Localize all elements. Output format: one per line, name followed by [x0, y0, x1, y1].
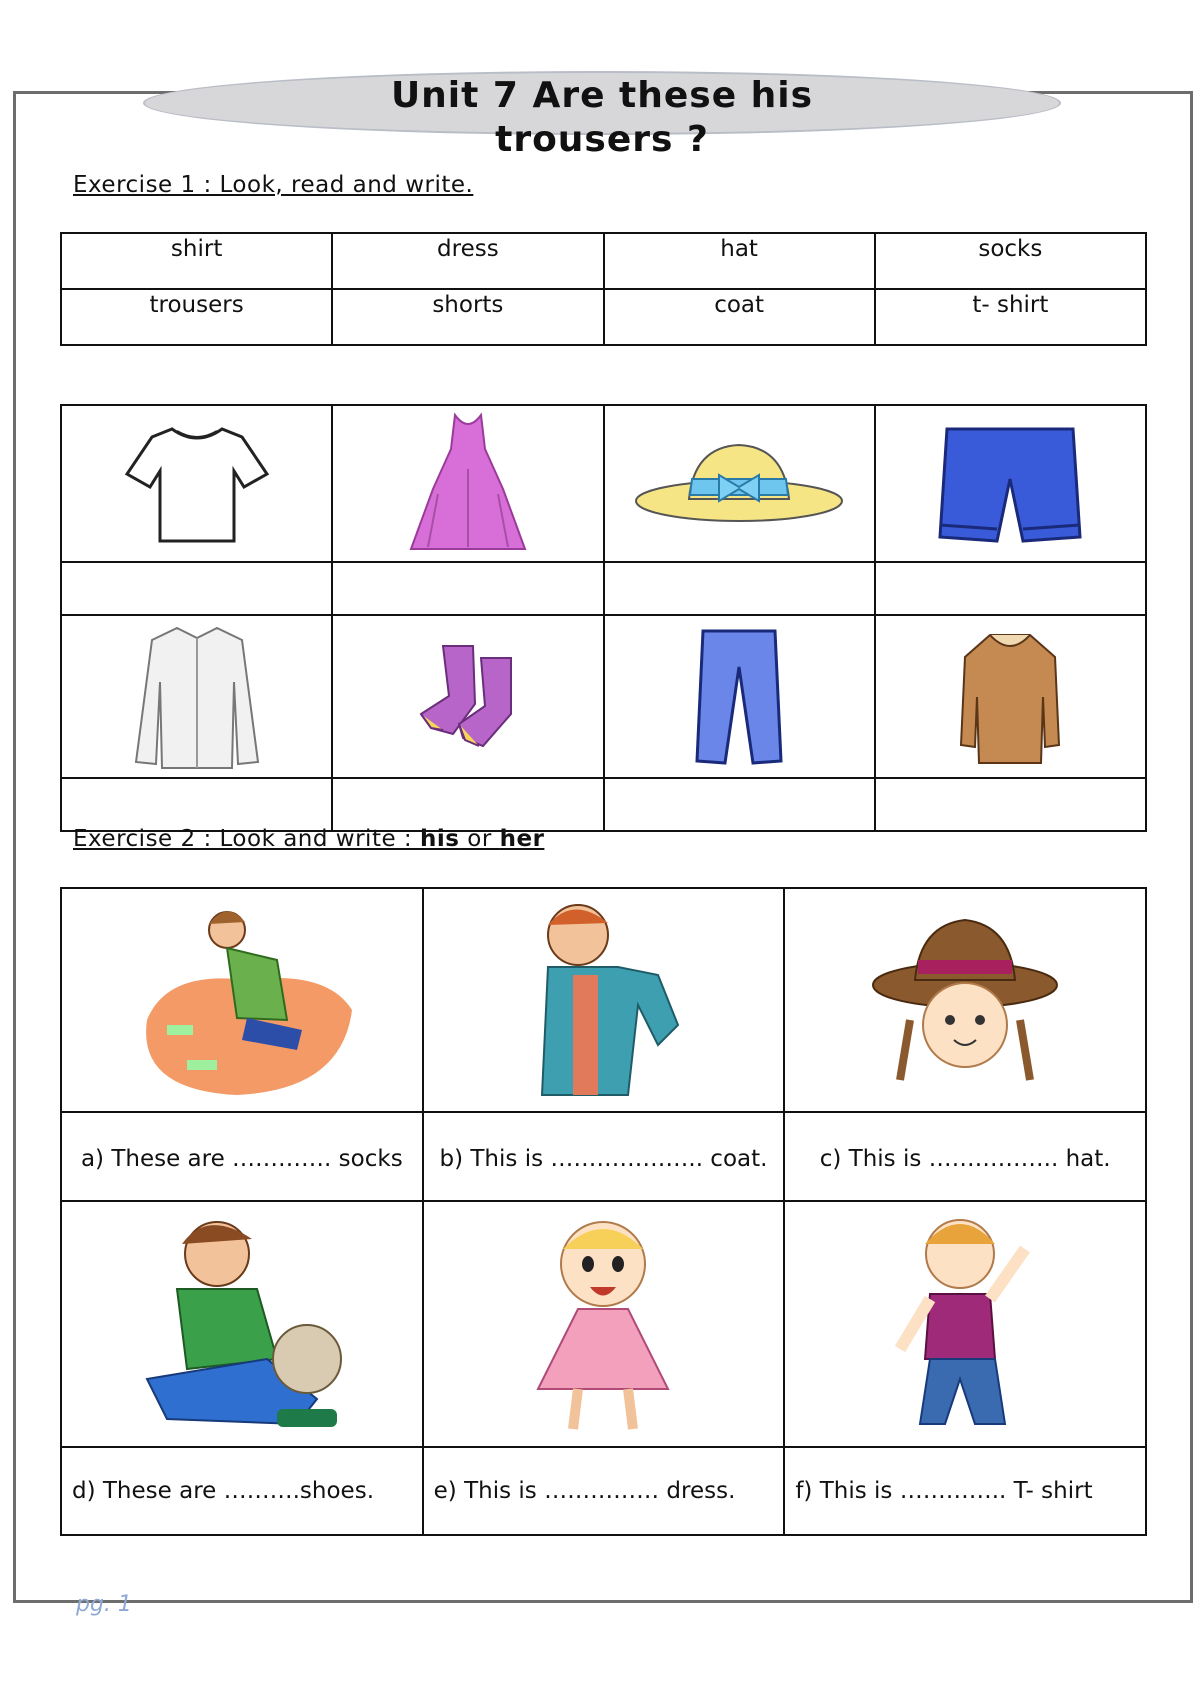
picture-cell	[784, 888, 1146, 1112]
his-word: his	[419, 826, 460, 852]
answer-cell[interactable]	[332, 562, 603, 615]
answer-cell[interactable]	[875, 562, 1146, 615]
picture-cell	[875, 405, 1146, 562]
title-line-2: trousers ?	[495, 119, 709, 160]
page-number: pg. 1	[76, 1592, 132, 1617]
boy-tying-shoes-illustration	[127, 1209, 357, 1439]
word-cell: dress	[332, 233, 603, 289]
word-bank-table	[60, 232, 1147, 346]
word-cell: shorts	[332, 289, 603, 345]
picture-cell	[61, 1201, 423, 1447]
exercise-1-heading: Exercise 1 : Look, read and write.	[73, 172, 474, 198]
caption-cell[interactable]: f) This is ………….. T- shirt	[784, 1447, 1146, 1535]
picture-cell	[604, 405, 875, 562]
caption-cell[interactable]: c) This is …………….. hat.	[784, 1112, 1146, 1201]
exercise-2-heading	[73, 826, 544, 852]
boy-putting-on-socks-illustration	[127, 900, 357, 1100]
caption-cell[interactable]: b) This is ……………….. coat.	[423, 1112, 785, 1201]
word-cell: coat	[604, 289, 875, 345]
answer-cell[interactable]	[61, 562, 332, 615]
word-cell: socks	[875, 233, 1146, 289]
caption-cell[interactable]: e) This is …………… dress.	[423, 1447, 785, 1535]
picture-cell	[784, 1201, 1146, 1447]
picture-cell	[875, 615, 1146, 778]
word-cell: shirt	[61, 233, 332, 289]
picture-cell	[423, 888, 785, 1112]
picture-cell	[61, 615, 332, 778]
picture-cell	[332, 405, 603, 562]
picture-cell	[61, 888, 423, 1112]
picture-cell	[604, 615, 875, 778]
picture-cell	[332, 615, 603, 778]
exercise-2-heading-prefix: Exercise 2 : Look and write :	[73, 826, 420, 852]
word-cell: t- shirt	[875, 289, 1146, 345]
t-shirt-icon	[122, 419, 272, 549]
trousers-icon	[689, 627, 789, 767]
her-word: her	[499, 826, 545, 852]
caption-cell[interactable]: d) These are ……….shoes.	[61, 1447, 423, 1535]
answer-cell[interactable]	[332, 778, 603, 831]
caption-cell[interactable]: a) These are …………. socks	[61, 1112, 423, 1201]
answer-cell[interactable]	[604, 778, 875, 831]
shorts-icon	[935, 419, 1085, 549]
title-line-1: Unit 7 Are these his	[390, 75, 814, 116]
answer-cell[interactable]	[875, 778, 1146, 831]
clothes-picture-table	[60, 404, 1147, 832]
answer-cell[interactable]	[61, 778, 332, 831]
dress-icon	[393, 409, 543, 559]
boy-waving-illustration	[885, 1209, 1045, 1439]
page-title	[143, 74, 1061, 162]
boy-wearing-coat-illustration	[518, 895, 688, 1105]
coat-icon	[955, 627, 1065, 767]
word-cell: hat	[604, 233, 875, 289]
girl-in-pink-dress-illustration	[518, 1209, 688, 1439]
socks-icon	[413, 642, 523, 752]
people-picture-table	[60, 887, 1147, 1536]
girl-with-hat-illustration	[870, 910, 1060, 1090]
answer-cell[interactable]	[604, 562, 875, 615]
hat-icon	[634, 439, 844, 529]
shirt-icon	[132, 622, 262, 772]
picture-cell	[61, 405, 332, 562]
picture-cell	[423, 1201, 785, 1447]
or-word: or	[459, 826, 500, 852]
word-cell: trousers	[61, 289, 332, 345]
